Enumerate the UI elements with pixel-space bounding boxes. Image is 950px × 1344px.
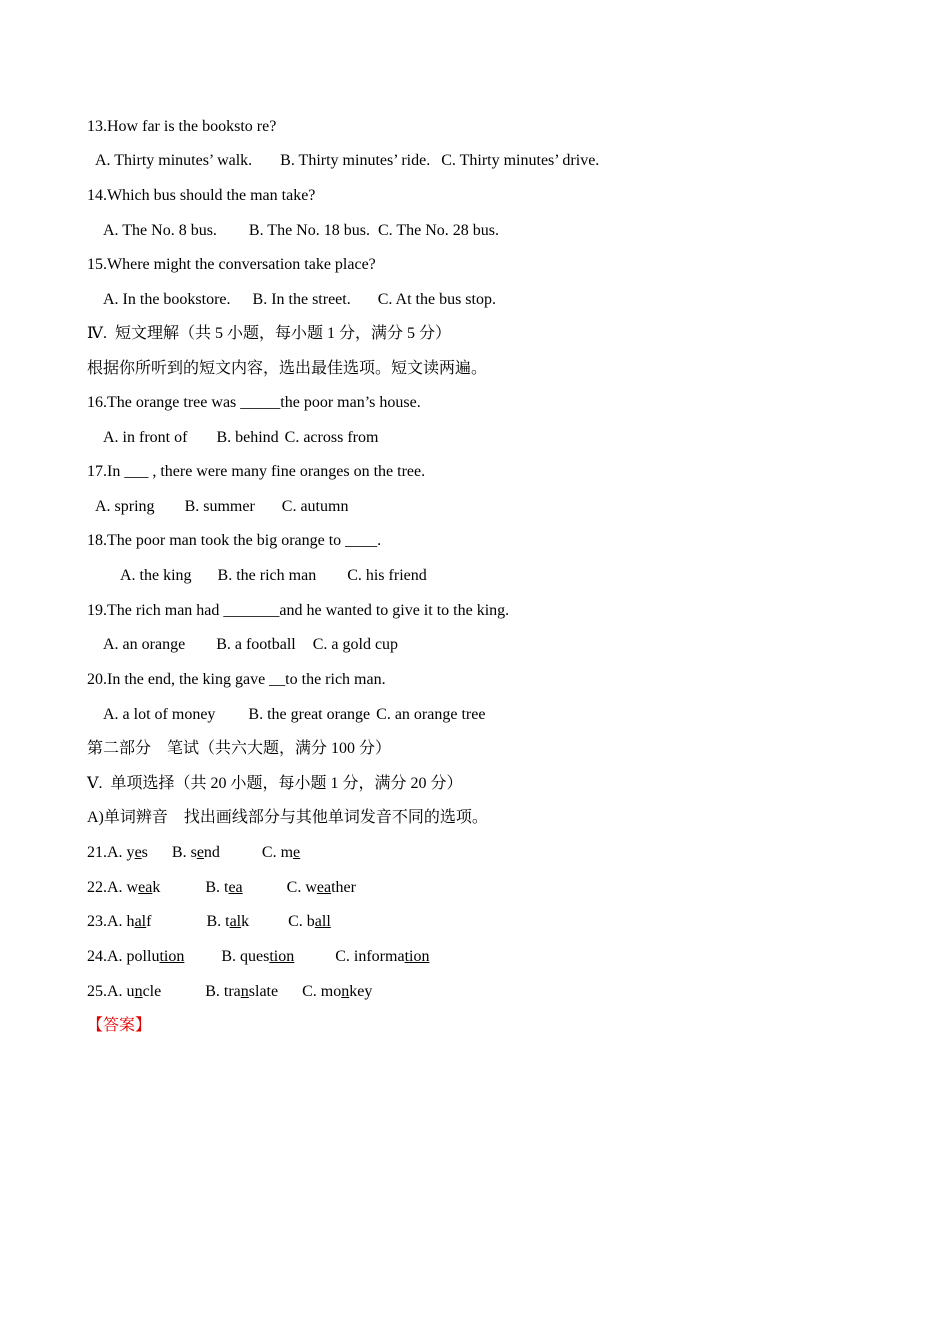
answer-label: 【答案】 xyxy=(87,1017,152,1034)
option-c: C. monkey xyxy=(302,983,373,1000)
question-17-stem: 17.In ___ , there were many fine oranges on the tree. xyxy=(87,463,426,480)
option-b: B. behind xyxy=(216,429,279,446)
answer-blank: ___ xyxy=(124,463,149,480)
answer-blank: _____ xyxy=(240,394,281,411)
option-c: C. The No. 28 bus. xyxy=(377,222,500,239)
option-a: A. in front of xyxy=(103,429,188,446)
option-b: B. Thirty minutes’ ride. xyxy=(280,152,431,169)
question-14-stem: 14.Which bus should the man take? xyxy=(87,187,316,204)
option-b: B. In the street. xyxy=(252,291,351,308)
question-25: 25.A. uncle B. translate C. monkey xyxy=(87,983,373,1000)
option-a: A. yes xyxy=(107,844,148,861)
question-21: 21.A. yes B. send C. me xyxy=(87,844,301,861)
question-18-options xyxy=(120,566,427,586)
question-20-stem: 20.In the end, the king gave __to the rich man. xyxy=(87,671,386,688)
option-c: C. autumn xyxy=(281,498,349,515)
question-16-stem: 16.The orange tree was _____the poor man’s house. xyxy=(87,394,421,411)
option-a: A. The No. 8 bus. xyxy=(103,222,217,239)
question-13-stem: 13.How far is the booksto re? xyxy=(87,118,277,135)
option-c: C. Thirty minutes’ drive. xyxy=(441,152,600,169)
option-a: A. pollution xyxy=(107,948,185,965)
question-22: 22.A. weak B. tea C. weather xyxy=(87,879,356,896)
option-a: A. uncle xyxy=(107,983,162,1000)
option-b: B. summer xyxy=(184,498,255,515)
option-a: A. half xyxy=(107,913,152,930)
option-a: A. Thirty minutes’ walk. xyxy=(95,152,253,169)
question-14-options xyxy=(103,221,499,241)
question-19-options xyxy=(103,635,398,655)
option-b: B. tea xyxy=(205,879,243,896)
answer-blank: __ xyxy=(269,671,286,688)
option-b: B. talk xyxy=(206,913,250,930)
option-c: C. me xyxy=(261,844,301,861)
option-c: C. across from xyxy=(284,429,379,446)
answer-blank: _______ xyxy=(223,602,280,619)
option-c: C. At the bus stop. xyxy=(377,291,496,308)
question-13-options xyxy=(95,151,599,171)
question-18-stem: 18.The poor man took the big orange to ____. xyxy=(87,532,382,549)
part-2-title: 第二部分 笔试（共六大题，满分 100 分） xyxy=(87,740,392,757)
question-19-stem: 19.The rich man had _______and he wanted to give it to the king. xyxy=(87,602,510,619)
option-a: A. an orange xyxy=(103,636,186,653)
option-a: A. spring xyxy=(95,498,155,515)
question-20-options xyxy=(103,705,485,725)
question-15-stem: 15.Where might the conversation take place? xyxy=(87,256,376,273)
option-a: A. weak xyxy=(107,879,161,896)
option-b: B. send xyxy=(171,844,220,861)
option-a: A. In the bookstore. xyxy=(103,291,231,308)
option-c: C. information xyxy=(335,948,430,965)
section-5-title: Ⅴ. 单项选择（共 20 小题，每小题 1 分，满分 20 分） xyxy=(87,775,463,792)
question-16-options xyxy=(103,428,378,448)
option-b: B. The No. 18 bus. xyxy=(248,222,370,239)
section-5-subtitle: A)单词辨音 找出画线部分与其他单词发音不同的选项。 xyxy=(87,809,488,826)
option-b: B. the rich man xyxy=(217,567,317,584)
option-a: A. the king xyxy=(120,567,192,584)
option-b: B. translate xyxy=(205,983,279,1000)
question-24: 24.A. pollution B. question C. information xyxy=(87,948,430,965)
question-15-options xyxy=(103,290,496,310)
option-b: B. question xyxy=(221,948,295,965)
option-b: B. a football xyxy=(216,636,296,653)
answer-blank: ____ xyxy=(345,532,378,549)
section-4-instruction: 根据你所听到的短文内容，选出最佳选项。短文读两遍。 xyxy=(87,360,488,377)
option-c: C. an orange tree xyxy=(376,706,486,723)
option-c: C. a gold cup xyxy=(312,636,399,653)
question-23: 23.A. half B. talk C. ball xyxy=(87,913,331,930)
question-17-options xyxy=(95,497,348,517)
option-c: C. weather xyxy=(286,879,356,896)
option-b: B. the great orange xyxy=(248,706,371,723)
section-4-title: Ⅳ. 短文理解（共 5 小题，每小题 1 分，满分 5 分） xyxy=(87,325,451,342)
option-c: C. his friend xyxy=(347,567,427,584)
option-c: C. ball xyxy=(288,913,331,930)
option-a: A. a lot of money xyxy=(103,706,216,723)
